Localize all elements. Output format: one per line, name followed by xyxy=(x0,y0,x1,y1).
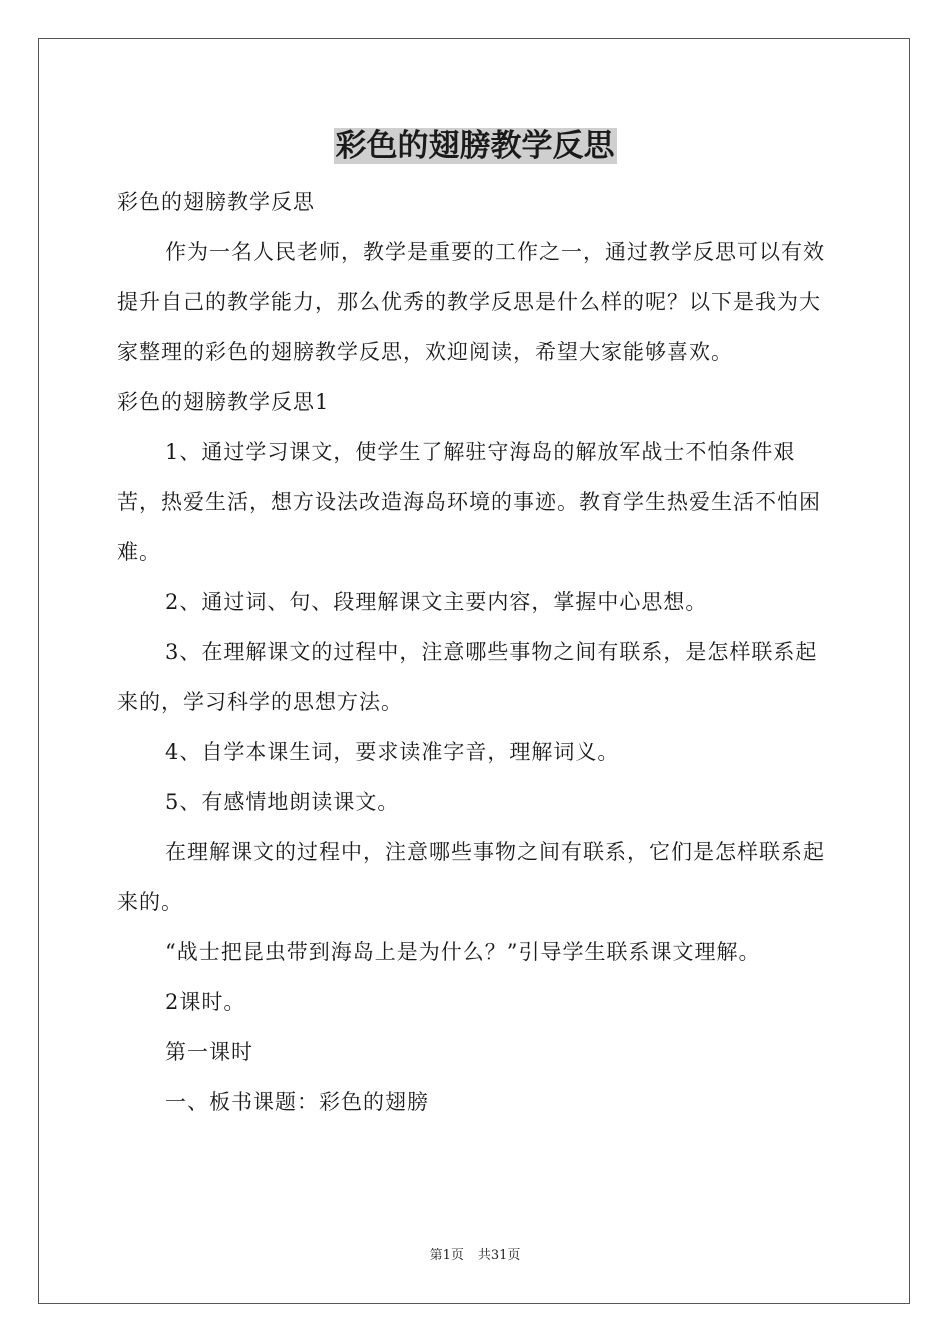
paragraph: 2课时。 xyxy=(165,990,246,1014)
paragraph: 彩色的翅膀教学反思 xyxy=(117,190,315,214)
paragraph: 第一课时 xyxy=(165,1040,253,1064)
paragraph: 2、通过词、句、段理解课文主要内容，掌握中心思想。 xyxy=(165,590,708,614)
paragraph: 4、自学本课生词，要求读准字音，理解词义。 xyxy=(165,740,620,764)
section-heading: 彩色的翅膀教学反思1 xyxy=(117,390,330,414)
paragraph: 3、在理解课文的过程中，注意哪些事物之间有联系，是怎样联系起来的，学习科学的思想方法。 xyxy=(117,640,818,714)
page-footer xyxy=(0,1247,950,1265)
paragraph: 5、有感情地朗读课文。 xyxy=(165,790,400,814)
page-number: 第1页 xyxy=(429,1248,464,1263)
paragraph: 一、板书课题：彩色的翅膀 xyxy=(165,1090,429,1114)
document-body xyxy=(117,177,835,1127)
paragraph: 1、通过学习课文，使学生了解驻守海岛的解放军战士不怕条件艰苦，热爱生活，想方设法改造海岛环境的事迹。教育学生热爱生活不怕困难。 xyxy=(117,440,821,564)
page-total: 共31页 xyxy=(477,1248,521,1263)
paragraph: 作为一名人民老师，教学是重要的工作之一，通过教学反思可以有效提升自己的教学能力，那么优秀的教学反思是什么样的呢？以下是我为大家整理的彩色的翅膀教学反思，欢迎阅读，希望大家能够喜欢。 xyxy=(117,240,825,364)
document-title xyxy=(0,124,950,168)
document-title-text: 彩色的翅膀教学反思 xyxy=(335,128,615,164)
paragraph: “战士把昆虫带到海岛上是为什么？”引导学生联系课文理解。 xyxy=(165,940,761,964)
paragraph: 在理解课文的过程中，注意哪些事物之间有联系，它们是怎样联系起来的。 xyxy=(117,840,825,914)
